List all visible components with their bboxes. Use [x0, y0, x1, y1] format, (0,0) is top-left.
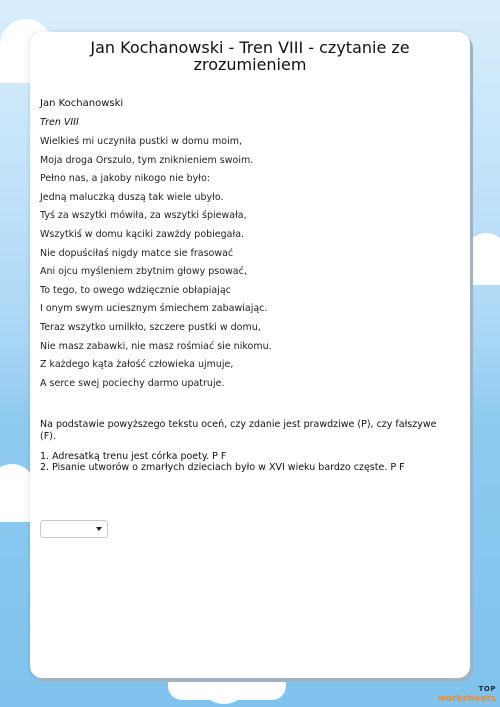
- poem-line: Teraz wszytko umilkło, szczere pustki w domu,: [40, 321, 261, 333]
- poem-text: [40, 136, 272, 396]
- poem-line: I onym swym uciesznym śmiechem zabawiając.: [40, 303, 268, 315]
- poem-line: Wielkieś mi uczyniła pustki w domu moim,: [40, 136, 243, 147]
- poem-line: Jedną maluczką duszą tak wiele ubyło.: [40, 191, 224, 203]
- topworksheets-logo[interactable]: [434, 684, 496, 704]
- poem-line: Nie dopuściłaś nigdy matce sie frasować: [40, 247, 234, 259]
- poem-author: Jan Kochanowski: [40, 98, 124, 109]
- logo-text-top: TOP: [478, 685, 496, 693]
- worksheet-title: Jan Kochanowski - Tren VIII - czytanie ze zrozumieniem: [90, 38, 410, 74]
- caret-down-icon[interactable]: [96, 527, 102, 531]
- answer-dropdown[interactable]: [40, 520, 108, 538]
- poem-line: Nie masz zabawki, nie masz rośmiać sie nikomu.: [40, 340, 272, 352]
- poem-line: Wszytkiś w domu kąciki zawżdy pobiegała.: [40, 228, 245, 240]
- poem-line: A serce swej pociechy darmo upatruje.: [40, 377, 225, 389]
- poem-line: Tyś za wszytki mówiła, za wszytki śpiewała,: [40, 210, 247, 222]
- question-item: 1. Adresatką trenu jest córka poety. P F: [40, 451, 227, 462]
- poem-line: Ani ojcu myśleniem zbytnim głowy psować,: [40, 266, 247, 278]
- poem-title: Tren VIII: [40, 117, 79, 128]
- logo-text-bottom: worksheets: [437, 694, 496, 704]
- poem-line: To tego, to owego wdzięcznie obłapiając: [40, 284, 231, 296]
- task-instruction: Na podstawie powyższego tekstu oceń, czy zdanie jest prawdziwe (P), czy fałszywe (F).: [40, 419, 437, 442]
- poem-line: Pełno nas, a jakoby nikogo nie było:: [40, 173, 210, 185]
- poem-line: Moja droga Orszulo, tym zniknieniem swoim.: [40, 154, 254, 166]
- question-item: 2. Pisanie utworów o zmarłych dzieciach było w XVI wieku bardzo częste. P F: [40, 462, 405, 473]
- question-list: [40, 451, 405, 473]
- poem-line: Z każdego kąta żałość człowieka ujmuje,: [40, 359, 234, 371]
